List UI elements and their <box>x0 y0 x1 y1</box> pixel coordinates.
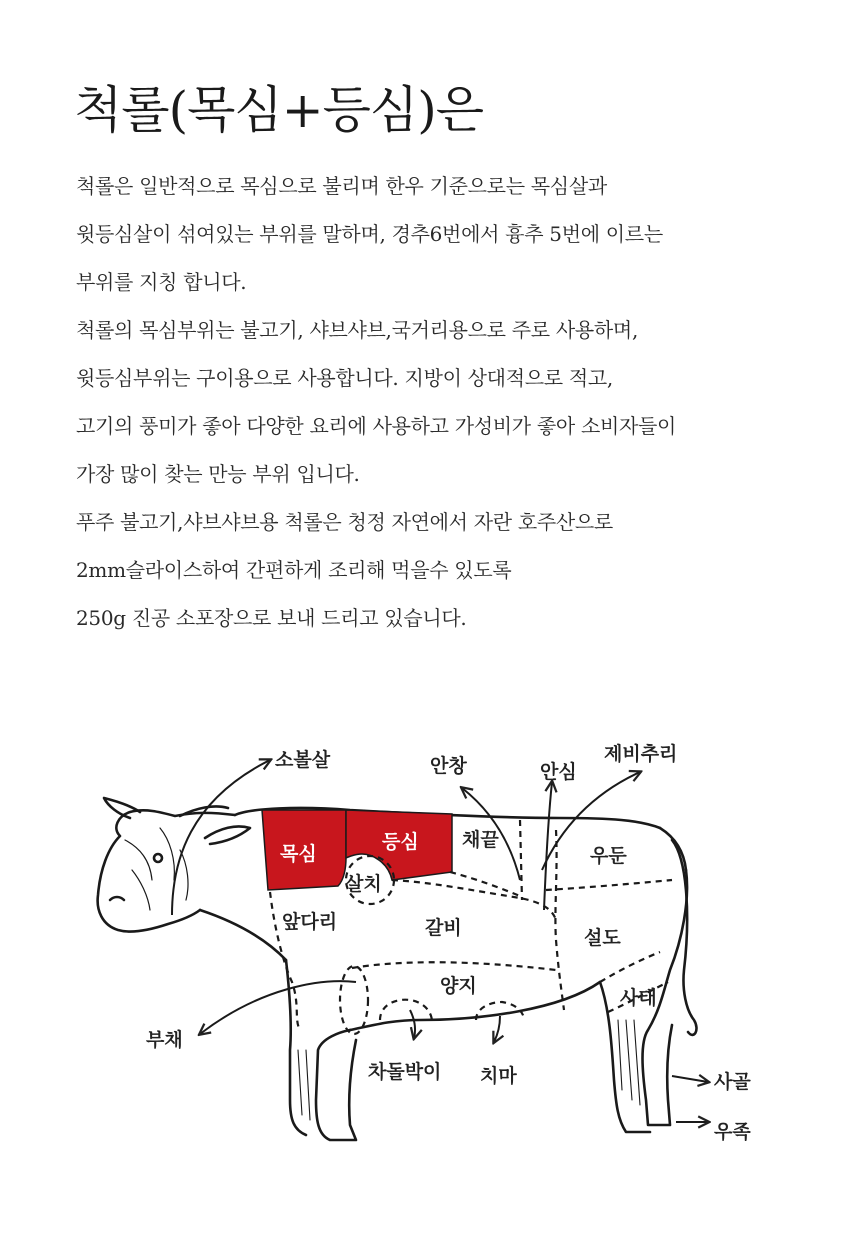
label-sobolsal: 소볼살 <box>275 749 331 771</box>
label-sate: 사태 <box>620 987 657 1009</box>
beef-cuts-diagram <box>0 720 860 1220</box>
paragraph-line: 윗등심살이 섞여있는 부위를 말하며, 경추6번에서 흉추 5번에 이르는 <box>76 222 663 246</box>
description-paragraph <box>76 162 836 642</box>
label-chima: 치마 <box>480 1065 517 1087</box>
label-yangji: 양지 <box>440 975 477 997</box>
label-seoldo: 설도 <box>584 927 621 949</box>
paragraph-line: 250g 진공 소포장으로 보내 드리고 있습니다. <box>76 606 467 630</box>
paragraph-line: 척롤은 일반적으로 목심으로 불리며 한우 기준으로는 목심살과 <box>76 174 607 198</box>
paragraph-line: 부위를 지칭 합니다. <box>76 270 247 294</box>
page-title: 척롤(목심+등심)은 <box>74 81 484 139</box>
paragraph-line: 윗등심부위는 구이용으로 사용합니다. 지방이 상대적으로 적고, <box>76 366 613 390</box>
label-deungsim: 등심 <box>382 831 419 853</box>
paragraph-line: 가장 많이 찾는 만능 부위 입니다. <box>76 462 360 486</box>
label-chadolbagi: 차돌박이 <box>368 1061 442 1083</box>
label-galbi: 갈비 <box>425 917 462 939</box>
label-salchi: 살치 <box>345 873 382 895</box>
label-buchae: 부채 <box>146 1029 183 1051</box>
label-udun: 우둔 <box>590 845 627 867</box>
label-sagol: 사골 <box>714 1071 751 1093</box>
paragraph-line: 2mm슬라이스하여 간편하게 조리해 먹을수 있도록 <box>76 558 512 582</box>
label-anchang: 안창 <box>430 755 467 777</box>
label-ujok: 우족 <box>714 1121 751 1143</box>
label-chaekkeut: 채끝 <box>462 829 499 851</box>
paragraph-line: 척롤의 목심부위는 불고기, 샤브샤브,국거리용으로 주로 사용하며, <box>76 318 638 342</box>
label-ansim: 안심 <box>540 761 577 783</box>
label-apdari: 앞다리 <box>282 911 338 933</box>
label-jebichuri: 제비추리 <box>604 743 678 765</box>
paragraph-line: 푸주 불고기,샤브샤브용 척롤은 청정 자연에서 자란 호주산으로 <box>76 510 613 534</box>
label-moksim: 목심 <box>280 843 317 865</box>
paragraph-line: 고기의 풍미가 좋아 다양한 요리에 사용하고 가성비가 좋아 소비자들이 <box>76 414 677 438</box>
